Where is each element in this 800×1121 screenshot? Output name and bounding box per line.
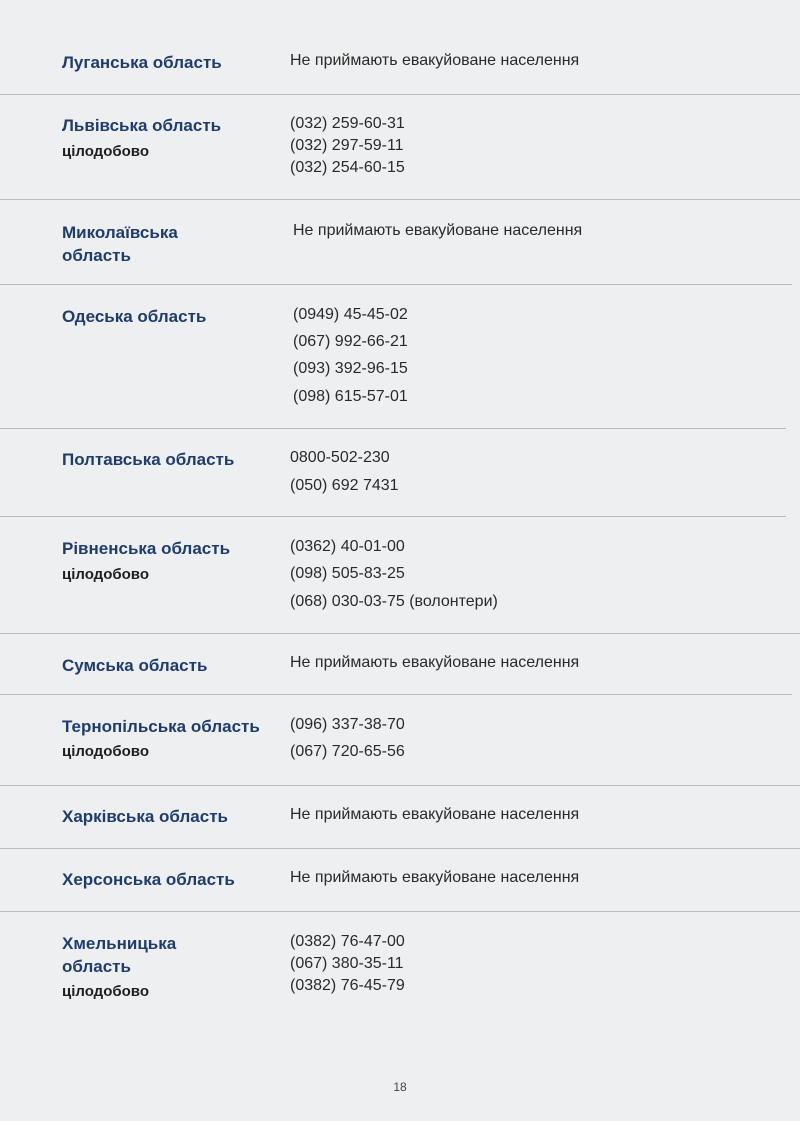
row-divider [0,428,786,429]
region-name: Хмельницька область [62,934,177,976]
phone-number: (0382) 76-47-00 [290,933,405,950]
row-divider [0,633,800,634]
row-divider [0,94,800,95]
page-number: 18 [393,1080,407,1094]
row-divider [0,694,792,695]
phone-number: (093) 392-96-15 [293,360,408,377]
region-name: Сумська область [62,656,208,675]
phone-number: (098) 615-57-01 [293,388,408,405]
hours-note: цілодобово [62,743,149,760]
row-divider [0,848,800,849]
row-divider [0,785,800,786]
row-divider [0,911,800,912]
phone-number: (0382) 76-45-79 [290,977,405,994]
phone-number: (068) 030-03-75 (волонтери) [290,593,498,610]
phone-number: (032) 259-60-31 [290,115,405,132]
phone-number: (032) 297-59-11 [290,137,404,154]
phone-number: (0949) 45-45-02 [293,306,408,323]
phone-number: (098) 505-83-25 [290,565,405,582]
region-name: Херсонська область [62,870,235,889]
hours-note: цілодобово [62,983,149,1000]
status-text: Не приймають евакуйоване населення [290,654,580,671]
phone-number: (067) 380-35-11 [290,955,404,972]
phone-number: (096) 337-38-70 [290,716,405,733]
phone-number: (067) 992-66-21 [293,333,408,350]
status-text: Не приймають евакуйоване населення [290,52,580,69]
phone-number: (032) 254-60-15 [290,159,405,176]
status-text: Не приймають евакуйоване населення [290,869,580,886]
phone-number: 0800-502-230 [290,449,390,466]
phone-number: (0362) 40-01-00 [290,538,405,555]
hours-note: цілодобово [62,566,149,583]
row-divider [0,284,792,285]
region-name: Тернопільська область [62,717,260,736]
phone-number: (067) 720-65-56 [290,743,405,760]
status-text: Не приймають евакуйоване населення [290,806,580,823]
region-name: Рівненська область [62,539,231,558]
row-divider [0,199,800,200]
status-text: Не приймають евакуйоване населення [293,222,583,239]
phone-number: (050) 692 7431 [290,477,399,494]
region-name: Львівська область [62,116,222,135]
region-name: Полтавська область [62,450,235,469]
region-name: Харківська область [62,807,228,826]
region-name: Луганська область [62,53,222,72]
hours-note: цілодобово [62,143,149,160]
region-name: Одеська область [62,307,207,326]
row-divider [0,516,786,517]
region-name: Миколаївська область [62,223,178,265]
